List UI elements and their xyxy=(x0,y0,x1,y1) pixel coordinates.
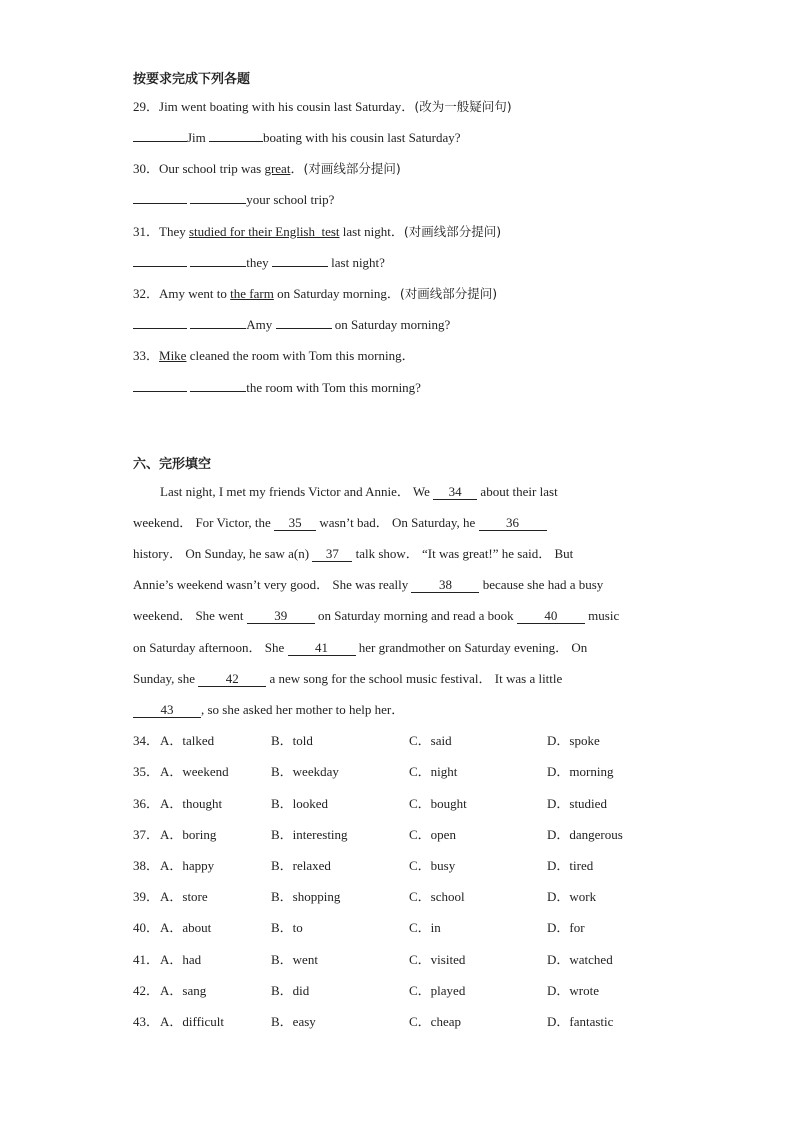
answer-blank[interactable] xyxy=(190,379,246,392)
option-number: 38． xyxy=(133,858,160,873)
option-row-43 xyxy=(133,1013,693,1031)
option-c[interactable]: C．cheap xyxy=(409,1014,461,1029)
option-d[interactable]: D．work xyxy=(547,889,597,904)
option-row-36 xyxy=(133,795,693,813)
option-d[interactable]: D．dangerous xyxy=(547,827,623,842)
question-number: 32． xyxy=(133,286,160,301)
cloze-line-4: Annie’s weekend wasn’t very good． She was really 38 because she had a busy xyxy=(133,577,604,592)
option-number: 43． xyxy=(133,1014,160,1029)
option-c[interactable]: C．in xyxy=(409,920,441,935)
option-row-40 xyxy=(133,919,693,937)
cloze-line-2: weekend． For Victor, the 35 wasn’t bad． On Saturday, he 36 xyxy=(133,514,547,532)
underlined-part: the farm xyxy=(230,286,274,301)
section-title-transform: 按要求完成下列各题 xyxy=(133,72,251,87)
instruction: (对画线部分提问) xyxy=(403,224,502,239)
option-d[interactable]: D．for xyxy=(547,920,585,935)
option-number: 42． xyxy=(133,983,160,998)
question-31: 31．They studied for their English test last night．(对画线部分提问) xyxy=(133,224,502,239)
question-33: 33．Mike cleaned the room with Tom this morning． xyxy=(133,348,415,363)
answer-blank[interactable] xyxy=(133,254,187,267)
cloze-blank-40[interactable]: 40 xyxy=(517,609,585,624)
cloze-blank-43[interactable]: 43 xyxy=(133,703,201,718)
instruction: (对画线部分提问) xyxy=(303,161,401,176)
instruction: (改为一般疑问句) xyxy=(414,99,512,114)
option-number: 37． xyxy=(133,827,160,842)
option-number: 40． xyxy=(133,920,160,935)
option-b[interactable]: B．easy xyxy=(271,1014,316,1029)
option-row-42 xyxy=(133,982,693,1000)
option-b[interactable]: B．looked xyxy=(271,796,329,811)
option-a[interactable]: A．store xyxy=(160,889,208,904)
answer-blank[interactable] xyxy=(276,316,332,329)
option-b[interactable]: B．shopping xyxy=(271,889,341,904)
option-c[interactable]: C．said xyxy=(409,733,452,748)
question-number: 29． xyxy=(133,99,160,114)
answer-blank[interactable] xyxy=(133,379,187,392)
option-d[interactable]: D．spoke xyxy=(547,733,600,748)
option-row-41 xyxy=(133,951,693,969)
option-c[interactable]: C．busy xyxy=(409,858,456,873)
option-d[interactable]: D．studied xyxy=(547,796,607,811)
option-number: 34． xyxy=(133,733,160,748)
option-d[interactable]: D．tired xyxy=(547,858,594,873)
question-29 xyxy=(133,98,512,116)
cloze-line-5: weekend． She went 39 on Saturday morning and read a book 40 music xyxy=(133,608,620,623)
underlined-part: studied for their English test xyxy=(188,224,340,239)
option-row-38 xyxy=(133,857,693,875)
option-b[interactable]: B．relaxed xyxy=(271,858,331,873)
answer-31: they last night? xyxy=(133,254,385,272)
option-c[interactable]: C．played xyxy=(409,983,466,998)
question-30: 30．Our school trip was great．(对画线部分提问) xyxy=(133,161,401,176)
underlined-part: great xyxy=(264,161,291,176)
cloze-line-1: Last night, I met my friends Victor and Annie． We 34 about their last xyxy=(160,484,558,499)
option-c[interactable]: C．visited xyxy=(409,952,466,967)
option-b[interactable]: B．went xyxy=(271,952,318,967)
option-b[interactable]: B．to xyxy=(271,920,303,935)
option-a[interactable]: A．sang xyxy=(160,983,207,998)
section-title-cloze: 六、完形填空 xyxy=(133,457,212,472)
option-a[interactable]: A．happy xyxy=(160,858,215,873)
option-number: 36． xyxy=(133,796,160,811)
cloze-blank-39[interactable]: 39 xyxy=(247,609,315,624)
answer-blank[interactable] xyxy=(133,316,187,329)
cloze-line-7: Sunday, she 42 a new song for the school music festival． It was a little xyxy=(133,671,563,686)
cloze-blank-41[interactable]: 41 xyxy=(288,641,356,656)
underlined-part: Mike xyxy=(159,348,187,363)
option-b[interactable]: B．did xyxy=(271,983,310,998)
cloze-blank-42[interactable]: 42 xyxy=(198,672,266,687)
option-c[interactable]: C．bought xyxy=(409,796,467,811)
option-d[interactable]: D．watched xyxy=(547,952,613,967)
cloze-blank-35[interactable]: 35 xyxy=(274,516,316,531)
answer-blank[interactable] xyxy=(133,191,187,204)
question-number: 31． xyxy=(133,224,160,239)
option-b[interactable]: B．told xyxy=(271,733,313,748)
option-row-35 xyxy=(133,763,693,781)
option-b[interactable]: B．weekday xyxy=(271,764,339,779)
answer-blank[interactable] xyxy=(272,254,328,267)
cloze-line-3: history． On Sunday, he saw a(n) 37 talk show． “It was great!” he said． But xyxy=(133,546,574,561)
answer-blank[interactable] xyxy=(190,191,246,204)
answer-30: your school trip? xyxy=(133,191,334,209)
option-d[interactable]: D．morning xyxy=(547,764,614,779)
option-row-39 xyxy=(133,888,693,906)
answer-blank[interactable] xyxy=(209,129,263,142)
option-c[interactable]: C．school xyxy=(409,889,465,904)
question-number: 33． xyxy=(133,348,160,363)
option-a[interactable]: A．about xyxy=(160,920,212,935)
answer-33: the room with Tom this morning? xyxy=(133,379,421,397)
answer-29: Jim boating with his cousin last Saturday? xyxy=(133,129,461,147)
option-d[interactable]: D．wrote xyxy=(547,983,599,998)
answer-blank[interactable] xyxy=(190,316,246,329)
option-b[interactable]: B．interesting xyxy=(271,827,348,842)
instruction: (对画线部分提问) xyxy=(399,286,498,301)
answer-blank[interactable] xyxy=(190,254,246,267)
option-a[interactable]: A．had xyxy=(160,952,202,967)
option-d[interactable]: D．fantastic xyxy=(547,1014,614,1029)
option-number: 39． xyxy=(133,889,160,904)
question-32: 32．Amy went to the farm on Saturday morning．(对画线部分提问) xyxy=(133,286,498,301)
option-a[interactable]: A．boring xyxy=(160,827,217,842)
cloze-line-6: on Saturday afternoon． She 41 her grandmother on Saturday evening． On xyxy=(133,640,588,655)
question-text: Jim went boating with his cousin last Saturday． xyxy=(159,99,415,114)
option-row-34 xyxy=(133,732,693,750)
option-number: 35． xyxy=(133,764,160,779)
option-a[interactable]: A．talked xyxy=(160,733,215,748)
option-c[interactable]: C．open xyxy=(409,827,456,842)
answer-blank[interactable] xyxy=(133,129,187,142)
option-number: 41． xyxy=(133,952,160,967)
option-a[interactable]: A．difficult xyxy=(160,1014,225,1029)
option-row-37 xyxy=(133,826,693,844)
cloze-blank-37[interactable]: 37 xyxy=(312,547,352,562)
answer-32: Amy on Saturday morning? xyxy=(133,316,450,334)
option-c[interactable]: C．night xyxy=(409,764,458,779)
option-a[interactable]: A．thought xyxy=(160,796,223,811)
cloze-blank-38[interactable]: 38 xyxy=(411,578,479,593)
cloze-line-8: 43 , so she asked her mother to help her． xyxy=(133,701,404,719)
question-number: 30． xyxy=(133,161,160,176)
option-a[interactable]: A．weekend xyxy=(160,764,229,779)
cloze-blank-36[interactable]: 36 xyxy=(479,516,547,531)
cloze-blank-34[interactable]: 34 xyxy=(433,485,477,500)
